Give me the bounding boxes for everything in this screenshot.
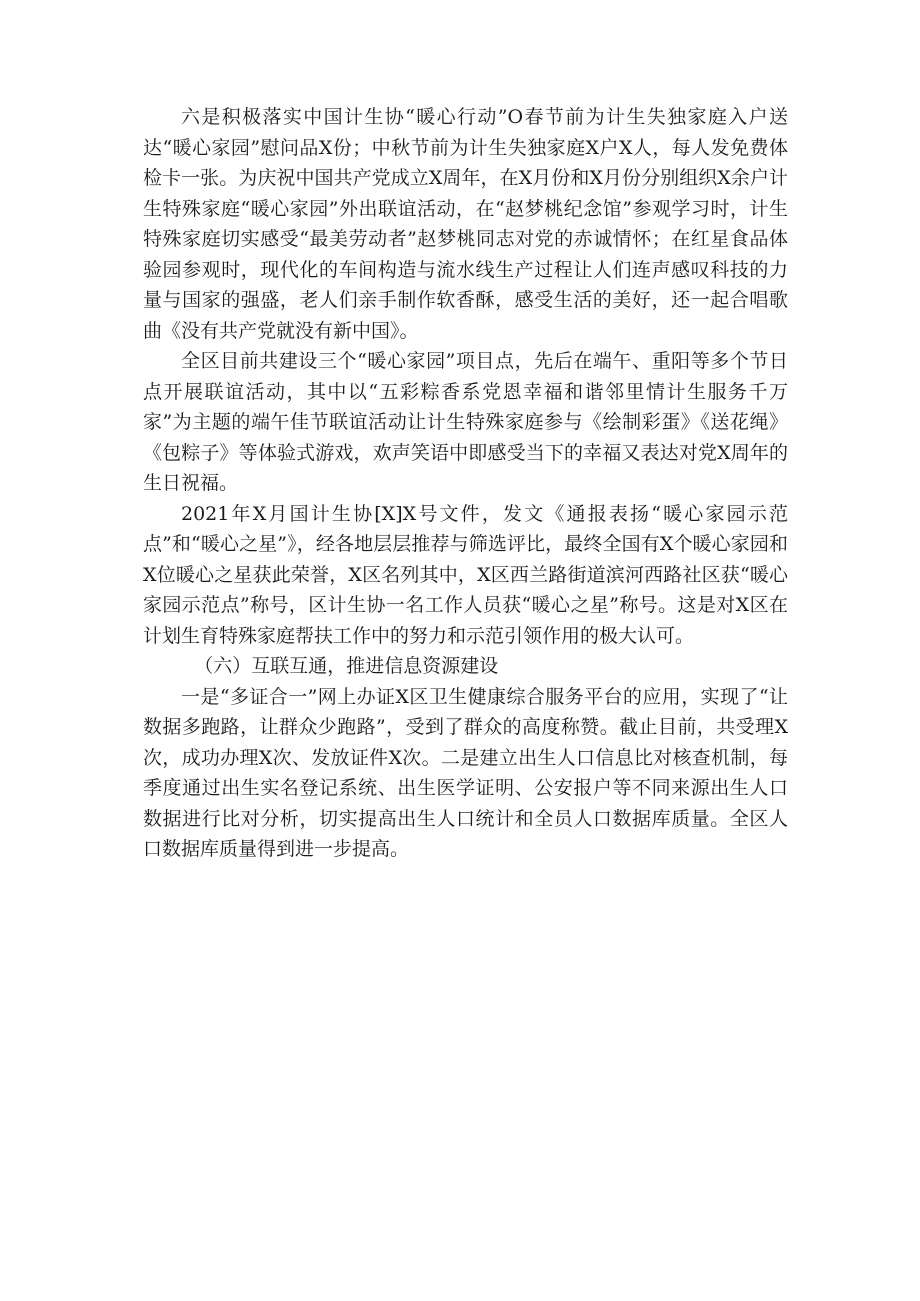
paragraph-warm-action: 六是积极落实中国计生协“暖心行动”O春节前为计生失独家庭入户送达“暖心家园”慰问品X份；中秋节前为计生失独家庭X户X人，每人发免费体检卡一张。为庆祝中国共产党成立X周年，在X月份和X月份分别组织X余户计生特殊家庭“暖心家园”外出联谊活动，在“赵梦桃纪念馆”参观学习时，计生特殊家庭切实感受“最美劳动者”赵梦桃同志对党的赤诚情怀；在红星食品体验园参观时，现代化的车间构造与流水线生产过程让人们连声感叹科技的力量与国家的强盛，老人们亲手制作软香酥，感受生活的美好，还一起合唱歌曲《没有共产党就没有新中国》。 <box>143 106 788 342</box>
section-heading: （六）互联互通，推进信息资源建设 <box>194 655 499 677</box>
paragraph-commendation: 2021年X月国计生协[X]X号文件，发文《通报表扬“暖心家园示范点”和“暖心之星”》，经各地层层推荐与筛选评比，最终全国有X个暖心家园和X位暖心之星获此荣誉，X区名列其中，X区西兰路街道滨河西路社区获“暖心家园示范点”称号，区计生协一名工作人员获“暖心之星”称号。这是对X区在计划生育特殊家庭帮扶工作中的努力和示范引领作用的极大认可。 <box>143 502 788 647</box>
paragraph-info-resources: 一是“多证合一”网上办证X区卫生健康综合服务平台的应用，实现了“让数据多跑路，让群众少跑路”，受到了群众的高度称赞。截止目前，共受理X次，成功办理X次、发放证件X次。二是建立出生人口信息比对核查机制，每季度通过出生实名登记系统、出生医学证明、公安报户等不同来源出生人口数据进行比对分析，切实提高出生人口统计和全员人口数据库质量。全区人口数据库质量得到进一步提高。 <box>143 685 788 860</box>
document-page <box>143 102 788 865</box>
paragraph-warm-home-sites: 全区目前共建设三个“暖心家园”项目点，先后在端午、重阳等多个节日点开展联谊活动，其中以“五彩粽香系党恩幸福和谐邻里情计生服务千万家”为主题的端午佳节联谊活动让计生特殊家庭参与《绘制彩蛋》《送花绳》《包粽子》等体验式游戏，欢声笑语中即感受当下的幸福又表达对党X周年的生日祝福。 <box>143 350 788 494</box>
